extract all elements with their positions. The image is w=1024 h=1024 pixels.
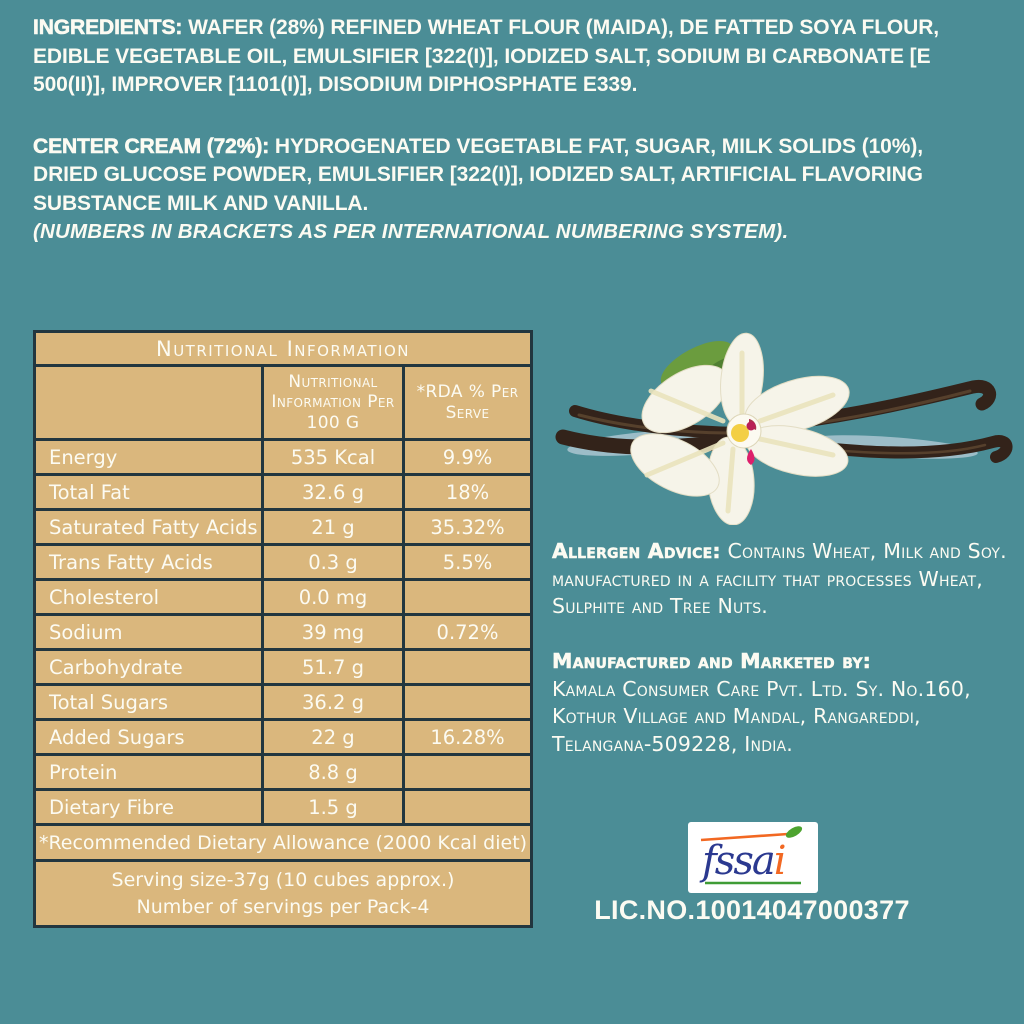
nutrient-name-cell: Protein [35,755,263,790]
ingredients-paragraph [33,14,993,100]
table-header-row [35,366,532,440]
numbering-system-note: (NUMBERS IN BRACKETS AS PER INTERNATIONAL NUMBERING SYSTEM). [33,220,789,243]
rda-value-cell [404,650,532,685]
nutrient-name-cell: Energy [35,440,263,475]
manufacturer-label: Manufactured and Marketed by: [552,649,872,673]
serving-size-line: Serving size-37g (10 cubes approx.) [111,868,455,891]
per-100g-value-cell: 39 mg [263,615,404,650]
rda-value-cell [404,580,532,615]
nutrient-name-cell: Total Sugars [35,685,263,720]
nutrient-name-cell: Sodium [35,615,263,650]
manufacturer-section [552,648,998,758]
table-title: Nutritional Information [35,332,532,366]
fssai-wordmark-blue: fssa [702,838,774,884]
table-row [35,580,532,615]
manufacturer-address: Kamala Consumer Care Pvt. Ltd. Sy. No.160, Kothur Village and Mandal, Rangareddi, Telangana-509228, India. [552,676,971,756]
per-100g-value-cell: 32.6 g [263,475,404,510]
serving-info-row [35,861,532,927]
fssai-logo [688,822,818,893]
rda-value-cell: 5.5% [404,545,532,580]
nutrient-name-cell: Trans Fatty Acids [35,545,263,580]
table-row [35,650,532,685]
table-row [35,510,532,545]
vanilla-flower-svg [545,325,1024,525]
header-per-100g-cell: Nutritional Information Per 100 G [263,366,404,440]
allergen-advice-label: Allergen Advice: [552,539,721,563]
table-row [35,615,532,650]
per-100g-value-cell: 0.0 mg [263,580,404,615]
rda-value-cell [404,755,532,790]
per-100g-value-cell: 1.5 g [263,790,404,825]
table-title-row [35,332,532,366]
ingredients-text: WAFER (28%) REFINED WHEAT FLOUR (MAIDA), DE FATTED SOYA FLOUR, EDIBLE VEGETABLE OIL, EMULSIFIER [322(I)], IODIZED SALT, SODIUM BI CARBONATE [E 500(II)], IMPROVER [1101(I)], DISODIUM DIPHOSPHATE E339. [33,16,940,96]
table-row [35,720,532,755]
rda-value-cell: 16.28% [404,720,532,755]
table-body [35,440,532,825]
rda-footnote: *Recommended Dietary Allowance (2000 Kcal diet) [35,825,532,861]
nutrient-name-cell: Total Fat [35,475,263,510]
nutrient-name-cell: Saturated Fatty Acids [35,510,263,545]
rda-value-cell: 35.32% [404,510,532,545]
table-row [35,475,532,510]
nutrient-name-cell: Cholesterol [35,580,263,615]
center-cream-text: HYDROGENATED VEGETABLE FAT, SUGAR, MILK SOLIDS (10%), DRIED GLUCOSE POWDER, EMULSIFIER [322(I)], IODIZED SALT, ARTIFICIAL FLAVORING SUBSTANCE MILK AND VANILLA. [33,134,923,215]
fssai-wordmark [699,838,785,884]
rda-value-cell: 9.9% [404,440,532,475]
nutrient-name-cell: Dietary Fibre [35,790,263,825]
allergen-advice-section [552,538,1018,621]
ingredients-label: INGREDIENTS: [33,16,183,39]
rda-footnote-row [35,825,532,861]
table-row [35,440,532,475]
vanilla-flower-illustration [545,325,1024,525]
per-100g-value-cell: 535 Kcal [263,440,404,475]
serving-info [35,861,532,927]
rda-value-cell [404,685,532,720]
per-100g-value-cell: 0.3 g [263,545,404,580]
nutritional-information-table [33,330,533,928]
rda-value-cell [404,790,532,825]
per-100g-value-cell: 22 g [263,720,404,755]
nutrient-name-cell: Carbohydrate [35,650,263,685]
fssai-license-number: LIC.NO.10014047000377 [594,895,910,925]
fssai-logo-svg [688,822,818,893]
per-100g-value-cell: 8.8 g [263,755,404,790]
rda-value-cell: 0.72% [404,615,532,650]
per-100g-value-cell: 21 g [263,510,404,545]
ingredients-section [33,14,993,247]
table-row [35,545,532,580]
rda-value-cell: 18% [404,475,532,510]
header-nutrient-cell [35,366,263,440]
per-100g-value-cell: 36.2 g [263,685,404,720]
servings-per-pack-line: Number of servings per Pack-4 [136,895,430,918]
nutrient-name-cell: Added Sugars [35,720,263,755]
table-row [35,685,532,720]
center-cream-label: CENTER CREAM (72%): [33,134,270,158]
table-row [35,755,532,790]
allergen-advice-text: Contains Wheat, Milk and Soy. manufactured in a facility that processes Wheat, Sulphite and Tree Nuts. [552,539,1007,618]
center-cream-paragraph [33,133,993,219]
table-row [35,790,532,825]
fssai-wordmark-orange: i [773,838,785,884]
header-rda-cell: *RDA % Per Serve [404,366,532,440]
per-100g-value-cell: 51.7 g [263,650,404,685]
